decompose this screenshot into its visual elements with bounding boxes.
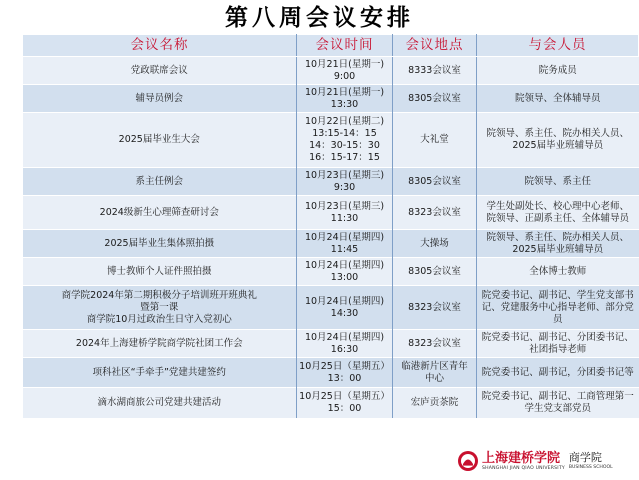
- meeting-name-cell: 项科社区“手牵手”党建共建签约: [23, 358, 297, 388]
- attendees-cell: 院党委书记、副书记、学生党支部书 记、党建服务中心指导老师、部分党 员: [477, 286, 639, 330]
- table-row: [23, 388, 639, 418]
- attendees-cell: 全体博士教师: [477, 258, 639, 286]
- schedule-table: [22, 34, 639, 418]
- logo-en-name: SHANGHAI JIAN QIAO UNIVERSITY: [482, 465, 565, 471]
- meeting-place-cell: 临港新片区青年 中心: [393, 358, 477, 388]
- meeting-place-cell: 8323会议室: [393, 286, 477, 330]
- meeting-name-cell: 辅导员例会: [23, 85, 297, 113]
- logo-school-cn: 商学院: [568, 451, 602, 464]
- meeting-time-cell: 10月23日(星期三) 11:30: [297, 196, 393, 230]
- meeting-place-cell: 大操场: [393, 230, 477, 258]
- meeting-time-cell: 10月22日(星期二) 13:15-14：15 14：30-15：30 16：15-17：15: [297, 113, 393, 168]
- table-row: [23, 57, 639, 85]
- header-meeting-time: 会议时间: [297, 35, 393, 57]
- meeting-name-cell: 党政联席会议: [23, 57, 297, 85]
- attendees-cell: 学生处副处长、校心理中心老师、 院领导、正副系主任、全体辅导员: [477, 196, 639, 230]
- header-meeting-name: 会议名称: [23, 35, 297, 57]
- table-row: [23, 196, 639, 230]
- meeting-name-cell: 商学院2024年第二期积极分子培训班开班典礼 暨第一课 商学院10月过政治生日守入党初心: [23, 286, 297, 330]
- meeting-place-cell: 宏庐贡茶院: [393, 388, 477, 418]
- meeting-name-cell: 2024年上海建桥学院商学院社团工作会: [23, 330, 297, 358]
- table-row: [23, 330, 639, 358]
- attendees-cell: 院务成员: [477, 57, 639, 85]
- attendees-cell: 院党委书记、副书记，分团委书记等: [477, 358, 639, 388]
- meeting-time-cell: 10月24日(星期四) 13:00: [297, 258, 393, 286]
- table-row: [23, 358, 639, 388]
- meeting-time-cell: 10月25日（星期五） 15：00: [297, 388, 393, 418]
- meeting-time-cell: 10月24日(星期四) 16:30: [297, 330, 393, 358]
- meeting-place-cell: 8305会议室: [393, 85, 477, 113]
- page-title: 第八周会议安排: [225, 4, 414, 31]
- logo-school-en: BUSINESS SCHOOL: [568, 465, 613, 470]
- logo-university-name: [482, 451, 565, 472]
- meeting-place-cell: 大礼堂: [393, 113, 477, 168]
- header-attendees: 与会人员: [477, 35, 639, 57]
- header-meeting-place: 会议地点: [393, 35, 477, 57]
- attendees-cell: 院党委书记、副书记、工商管理第一 学生党支部党员: [477, 388, 639, 418]
- meeting-place-cell: 8333会议室: [393, 57, 477, 85]
- meeting-place-cell: 8305会议室: [393, 168, 477, 196]
- attendees-cell: 院领导、系主任: [477, 168, 639, 196]
- meeting-time-cell: 10月21日(星期一) 13:30: [297, 85, 393, 113]
- meeting-name-cell: 系主任例会: [23, 168, 297, 196]
- table-row: [23, 168, 639, 196]
- meeting-place-cell: 8323会议室: [393, 330, 477, 358]
- meeting-name-cell: 2025届毕业生集体照拍摄: [23, 230, 297, 258]
- table-row: [23, 113, 639, 168]
- meeting-time-cell: 10月25日（星期五） 13：00: [297, 358, 393, 388]
- meeting-time-cell: 10月23日(星期三) 9:30: [297, 168, 393, 196]
- meeting-time-cell: 10月24日(星期四) 14:30: [297, 286, 393, 330]
- table-header-row: [23, 35, 639, 57]
- table-row: [23, 85, 639, 113]
- logo-cn-name: 上海建桥学院: [482, 450, 561, 466]
- attendees-cell: 院党委书记、副书记、分团委书记、 社团指导老师: [477, 330, 639, 358]
- meeting-place-cell: 8305会议室: [393, 258, 477, 286]
- meeting-time-cell: 10月21日(星期一) 9:00: [297, 57, 393, 85]
- meeting-name-cell: 2024级新生心理筛查研讨会: [23, 196, 297, 230]
- attendees-cell: 院领导、系主任、院办相关人员、 2025届毕业班辅导员: [477, 230, 639, 258]
- university-emblem-icon: [457, 450, 479, 472]
- table-row: [23, 286, 639, 330]
- attendees-cell: 院领导、全体辅导员: [477, 85, 639, 113]
- university-logo: [455, 446, 633, 476]
- meeting-name-cell: 滴水湖商旅公司党建共建活动: [23, 388, 297, 418]
- meeting-name-cell: 2025届毕业生大会: [23, 113, 297, 168]
- meeting-time-cell: 10月24日(星期四) 11:45: [297, 230, 393, 258]
- table-row: [23, 258, 639, 286]
- logo-school-block: [565, 451, 613, 471]
- attendees-cell: 院领导、系主任、院办相关人员、 2025届毕业班辅导员: [477, 113, 639, 168]
- table-row: [23, 230, 639, 258]
- meeting-name-cell: 博士教师个人证件照拍摄: [23, 258, 297, 286]
- meeting-place-cell: 8323会议室: [393, 196, 477, 230]
